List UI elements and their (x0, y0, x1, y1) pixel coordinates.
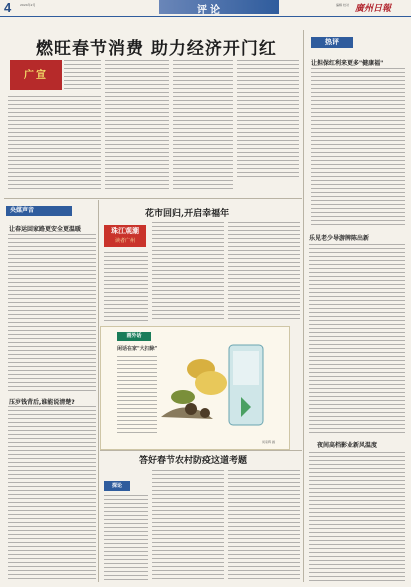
article-text (228, 222, 300, 322)
lead-text-block (8, 96, 101, 192)
article-text (309, 452, 405, 582)
article-subhead: 乐见老少导游牌陈出新 (309, 235, 370, 242)
article-text (8, 234, 96, 392)
column-tag: 珠江观潮 (111, 227, 139, 235)
section-title: 评论 (197, 5, 223, 16)
article-text (104, 495, 148, 582)
article-text (152, 470, 224, 582)
center-headline: 花市回归,开启幸福年 (145, 209, 230, 219)
article-text (152, 222, 224, 322)
hot-comment-badge: 热评 (311, 37, 353, 48)
article-text (309, 244, 405, 434)
article-text (8, 406, 96, 582)
article-subhead: 让春运回家路更安全更温暖 (9, 226, 82, 233)
tanlun-tag: 探论 (104, 481, 130, 491)
column-tag-sub: 读者广州 (114, 238, 135, 244)
lead-headline: 燃旺春节消费 助力经济开门红 (36, 39, 277, 59)
lead-text-block (64, 60, 101, 90)
right-text-block (311, 68, 405, 228)
article-subhead: 夜间高档影业新风温度 (317, 442, 378, 449)
section-label-box: 央媒声音 (6, 206, 72, 216)
lead-text-block (237, 60, 299, 180)
article-text (228, 470, 300, 582)
paper-logo: 廣州日報 (355, 4, 392, 14)
article-text (104, 252, 148, 322)
cartoon-text (117, 356, 157, 436)
page-number: 4 (4, 0, 12, 15)
cartoon-credit: 何家辉 画 (262, 440, 275, 444)
article-subhead: 压岁钱背后,谁能说清楚? (9, 399, 75, 406)
date-line: 2024年2月 (20, 3, 36, 7)
lead-text-block (173, 60, 233, 192)
column-divider (303, 30, 304, 582)
editor-info: 编辑 校对 (336, 3, 349, 7)
editorial-label: 广宣 (24, 70, 48, 81)
lead-text-block (105, 60, 169, 192)
cartoon-caption: 闲话在家"大扫除" (117, 346, 158, 352)
section-divider (4, 198, 302, 199)
header-rule (0, 16, 411, 17)
bottom-headline: 答好春节农村防疫这道考题 (139, 456, 248, 466)
column-divider (98, 200, 99, 582)
right-column-title: 让担保红利来更多"健康福" (311, 60, 384, 67)
cartoon-label: 画外话 (117, 332, 151, 341)
